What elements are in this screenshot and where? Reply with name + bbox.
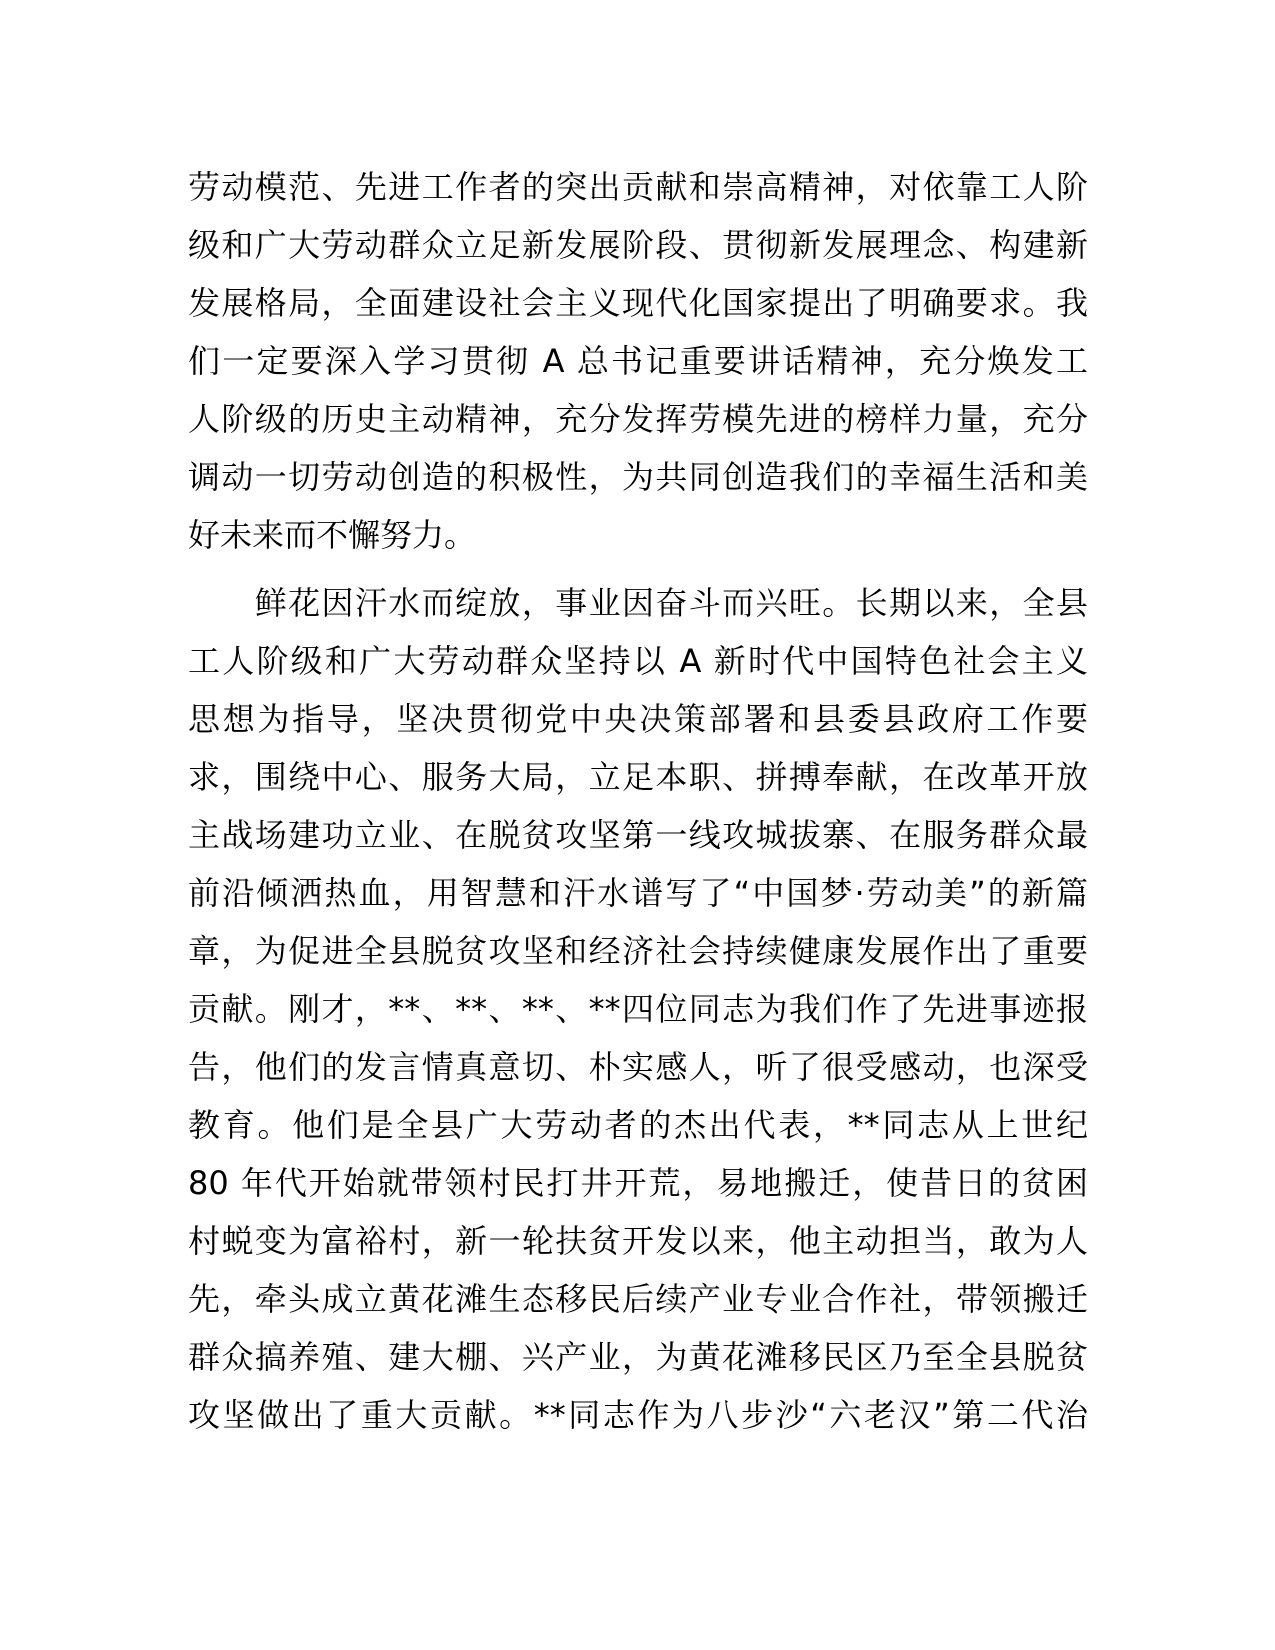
- paragraph-spacer: [188, 564, 1088, 574]
- text-line: 级和广大劳动群众立足新发展阶段、贯彻新发展理念、构建新: [188, 226, 1088, 264]
- text-line: 们一定要深入学习贯彻 A 总书记重要讲话精神，充分焕发工: [188, 342, 1088, 380]
- text-line: 80 年代开始就带领村民打井开荒，易地搬迁，使昔日的贫困: [188, 1164, 1088, 1202]
- text-line: 贡献。刚才，**、**、**、**四位同志为我们作了先进事迹报: [188, 990, 1088, 1028]
- text-line: 鲜花因汗水而绽放，事业因奋斗而兴旺。长期以来，全县: [188, 584, 1088, 622]
- text-line: 攻坚做出了重大贡献。**同志作为八步沙“六老汉”第二代治: [188, 1396, 1088, 1434]
- text-line: 发展格局，全面建设社会主义现代化国家提出了明确要求。我: [188, 284, 1088, 322]
- text-line: 求，围绕中心、服务大局，立足本职、拼搏奉献，在改革开放: [188, 758, 1088, 796]
- paragraph-1: [188, 158, 1088, 564]
- paragraph-2: [188, 574, 1088, 1444]
- text-line: 章，为促进全县脱贫攻坚和经济社会持续健康发展作出了重要: [188, 932, 1088, 970]
- text-line: 人阶级的历史主动精神，充分发挥劳模先进的榜样力量，充分: [188, 400, 1088, 438]
- body-text: [188, 158, 1088, 1444]
- text-line: 调动一切劳动创造的积极性，为共同创造我们的幸福生活和美: [188, 458, 1088, 496]
- text-line: 工人阶级和广大劳动群众坚持以 A 新时代中国特色社会主义: [188, 642, 1088, 680]
- text-line: 村蜕变为富裕村，新一轮扶贫开发以来，他主动担当，敢为人: [188, 1222, 1088, 1260]
- text-line: 群众搞养殖、建大棚、兴产业，为黄花滩移民区乃至全县脱贫: [188, 1338, 1088, 1376]
- text-line: 思想为指导，坚决贯彻党中央决策部署和县委县政府工作要: [188, 700, 1088, 738]
- text-line: 告，他们的发言情真意切、朴实感人，听了很受感动，也深受: [188, 1048, 1088, 1086]
- text-line: 先，牵头成立黄花滩生态移民后续产业专业合作社，带领搬迁: [188, 1280, 1088, 1318]
- text-line: 主战场建功立业、在脱贫攻坚第一线攻城拔寨、在服务群众最: [188, 816, 1088, 854]
- text-line: 前沿倾洒热血，用智慧和汗水谱写了“中国梦·劳动美”的新篇: [188, 874, 1088, 912]
- text-line: 好未来而不懈努力。: [188, 516, 477, 554]
- text-line: 劳动模范、先进工作者的突出贡献和崇高精神，对依靠工人阶: [188, 168, 1088, 206]
- text-line: 教育。他们是全县广大劳动者的杰出代表，**同志从上世纪: [188, 1106, 1088, 1144]
